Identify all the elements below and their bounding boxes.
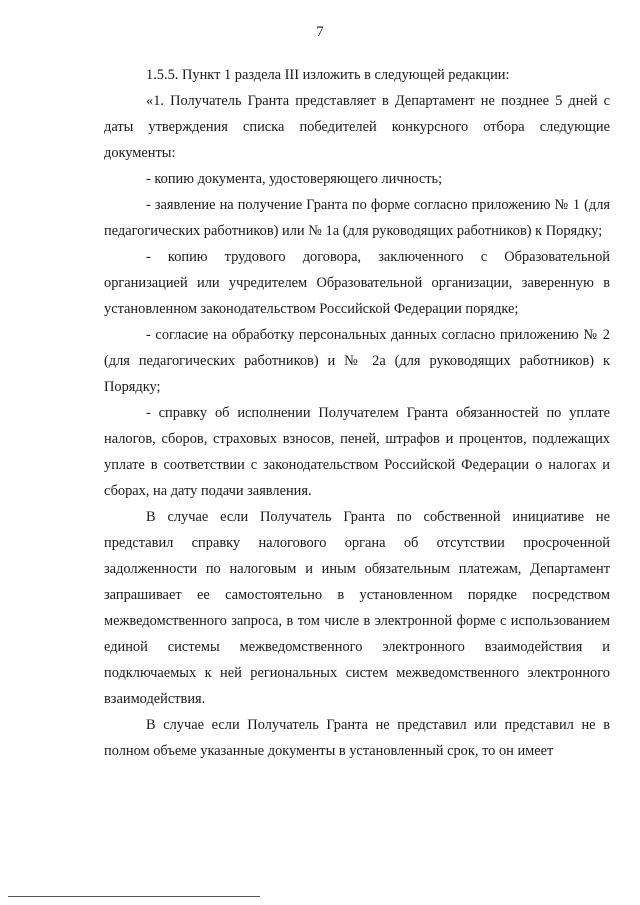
list-item-identity-document: - копию документа, удостоверяющего личность;	[146, 171, 443, 187]
page-number: 7	[316, 24, 324, 40]
list-item-grant-application: - заявление на получение Гранта по форме согласно приложению № 1 (для педагогических работников) или № 1а (для руководящих работников) к Порядку;	[104, 197, 610, 239]
footer-divider	[8, 896, 260, 897]
paragraph-intro: «1. Получатель Гранта представляет в Департамент не позднее 5 дней с даты утверждения списка победителей конкурсного отбора следующие документы:	[104, 93, 610, 161]
paragraph-incomplete-documents: В случае если Получатель Гранта не представил или представил не в полном объеме указанные документы в установленный срок, то он имеет	[104, 717, 610, 759]
document-body	[104, 62, 610, 764]
list-item-employment-contract: - копию трудового договора, заключенного с Образовательной организацией или учредителем Образовательной организации, заверенную в установленном законодательством Российской Федерации порядке;	[104, 249, 610, 317]
paragraph-item-heading: 1.5.5. Пункт 1 раздела III изложить в следующей редакции:	[146, 67, 510, 83]
paragraph-interagency-request: В случае если Получатель Гранта по собственной инициативе не представил справку налогового органа об отсутствии просроченной задолженности по налоговым и иным обязательным платежам, Департамент запрашивает ее самостоятельно в установленном порядке посредством межведомственного запроса, в том числе в электронной форме с использованием единой системы межведомственного электронного взаимодействия и подключаемых к ней региональных систем межведомственного электронного взаимодействия.	[104, 509, 610, 707]
list-item-tax-certificate: - справку об исполнении Получателем Гранта обязанностей по уплате налогов, сборов, страховых взносов, пеней, штрафов и процентов, подлежащих уплате в соответствии с законодательством Российской Федерации о налогах и сборах, на дату подачи заявления.	[104, 405, 610, 499]
list-item-personal-data-consent: - согласие на обработку персональных данных согласно приложению № 2 (для педагогических работников) и № 2а (для руководящих работников) к Порядку;	[104, 327, 610, 395]
